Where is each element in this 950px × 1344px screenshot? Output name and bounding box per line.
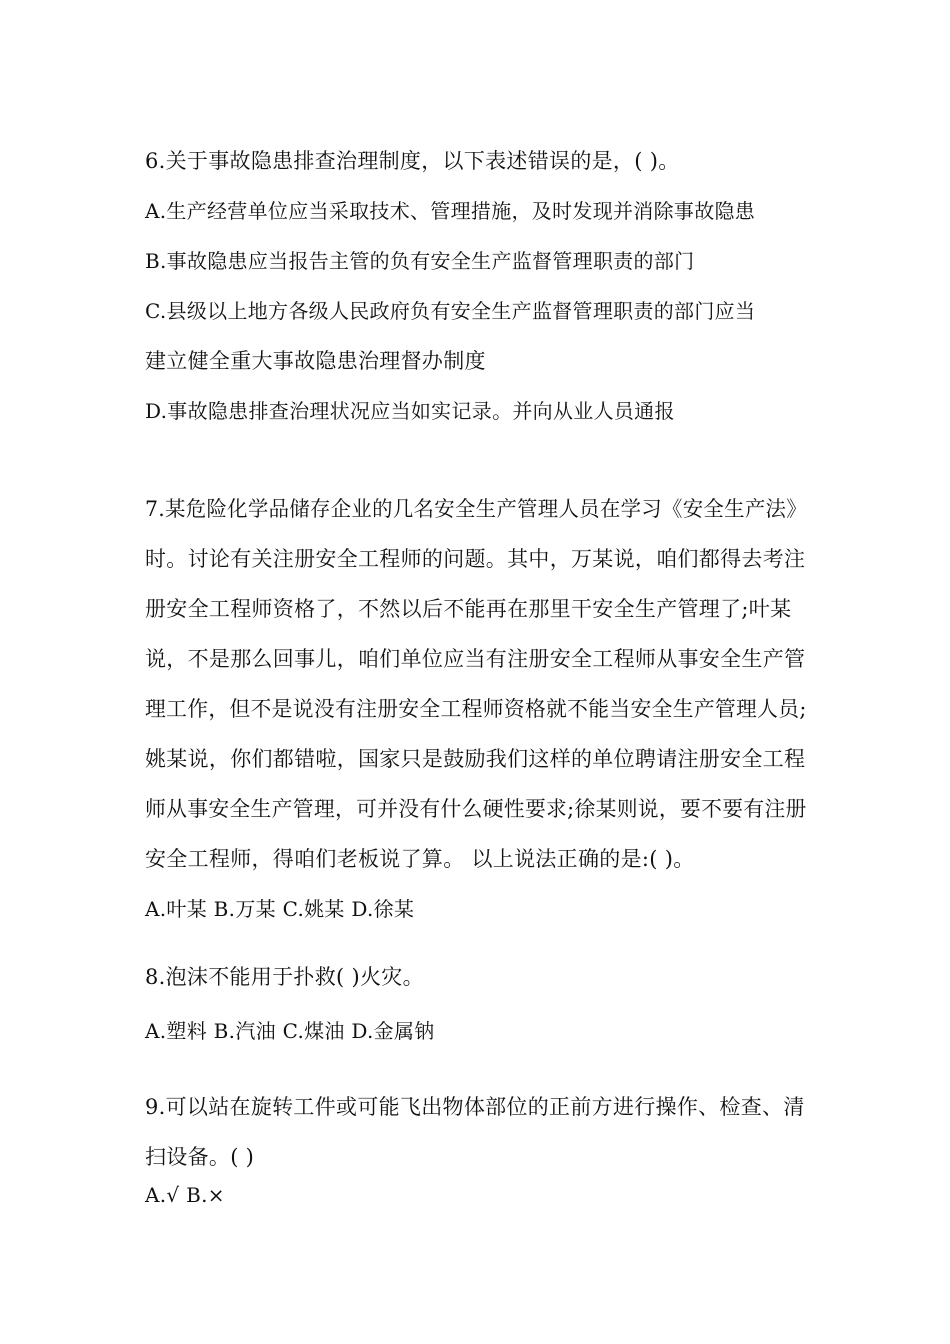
question-6-option-d: D.事故隐患排查治理状况应当如实记录。并向从业人员通报: [145, 399, 675, 423]
question-7-stem-line-2: 时。讨论有关注册安全工程师的问题。其中，万某说，咱们都得去考注: [145, 547, 806, 571]
question-8-options: A.塑料 B.汽油 C.煤油 D.金属钠: [145, 1019, 435, 1043]
question-6-option-c-continued: 建立健全重大事故隐患治理督办制度: [145, 349, 486, 373]
question-7-stem-line-3: 册安全工程师资格了，不然以后不能再在那里干安全生产管理了;叶某: [145, 597, 792, 621]
question-7-stem-line-4: 说，不是那么回事儿，咱们单位应当有注册安全工程师从事安全生产管: [145, 647, 806, 671]
question-7-options: A.叶某 B.万某 C.姚某 D.徐某: [145, 897, 415, 921]
question-9-stem-line-2: 扫设备。( ): [145, 1145, 255, 1169]
question-6-stem: 6.关于事故隐患排查治理制度，以下表述错误的是，( )。: [145, 149, 680, 173]
question-6-option-b: B.事故隐患应当报告主管的负有安全生产监督管理职责的部门: [145, 249, 695, 273]
question-6-option-c: C.县级以上地方各级人民政府负有安全生产监督管理职责的部门应当: [145, 299, 756, 323]
question-6-option-a: A.生产经营单位应当采取技术、管理措施，及时发现并消除事故隐患: [145, 199, 756, 223]
question-7-stem-line-1: 7.某危险化学品储存企业的几名安全生产管理人员在学习《安全生产法》: [145, 497, 807, 521]
question-7-stem-line-8: 安全工程师，得咱们老板说了算。 以上说法正确的是:( )。: [145, 847, 695, 871]
question-9-options: A.√ B.×: [145, 1183, 225, 1207]
question-7-stem-line-5: 理工作，但不是说没有注册安全工程师资格就不能当安全生产管理人员;: [145, 697, 807, 721]
question-7-stem-line-7: 师从事安全生产管理，可并没有什么硬性要求;徐某则说，要不要有注册: [145, 797, 807, 821]
question-7-stem-line-6: 姚某说，你们都错啦，国家只是鼓励我们这样的单位聘请注册安全工程: [145, 747, 806, 771]
question-9-stem-line-1: 9.可以站在旋转工件或可能飞出物体部位的正前方进行操作、检查、清: [145, 1095, 805, 1119]
question-8-stem: 8.泡沫不能用于扑救( )火灾。: [145, 965, 424, 989]
